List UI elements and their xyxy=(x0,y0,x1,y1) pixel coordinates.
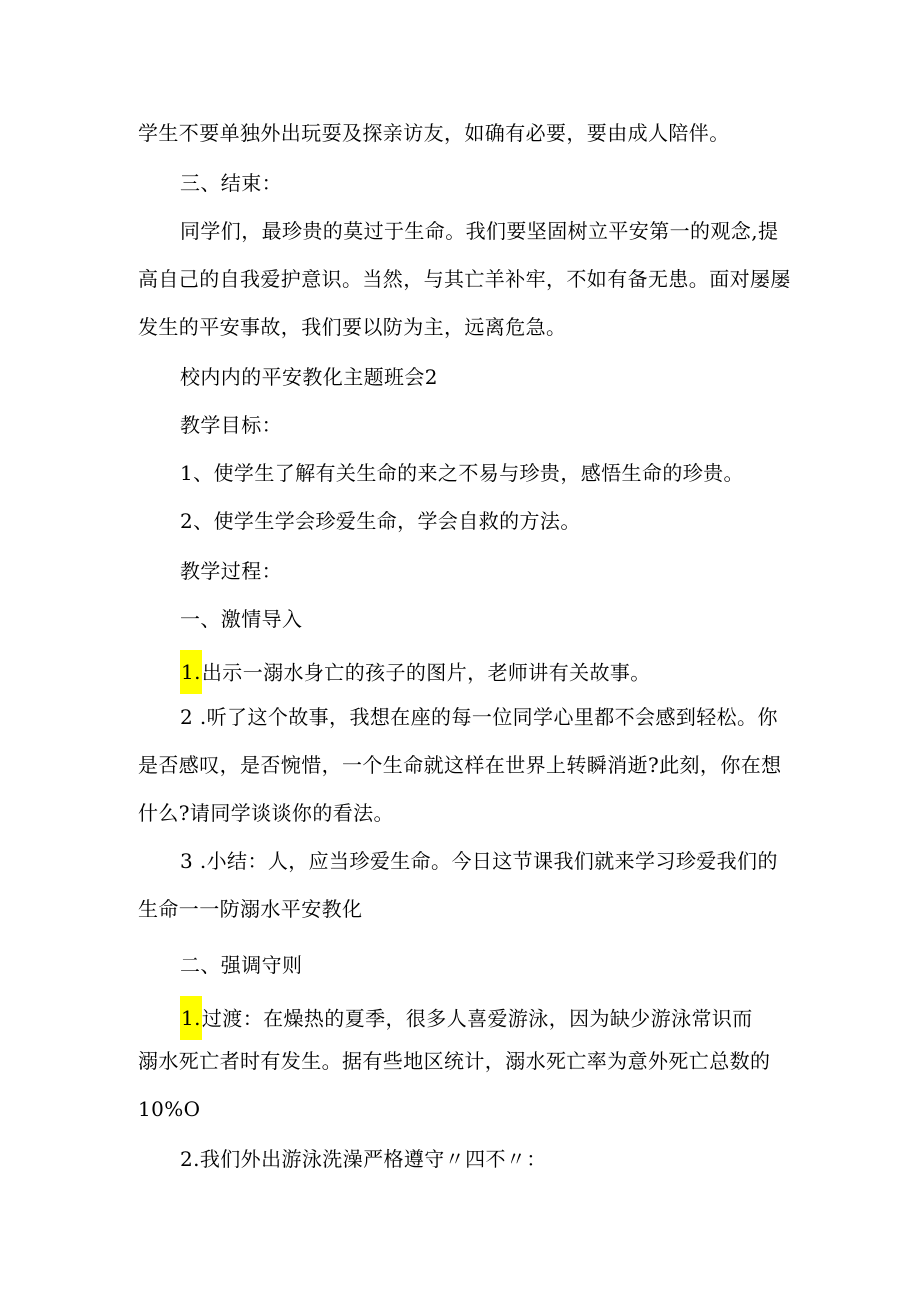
paragraph-line: 生命一一防溺水平安教化 xyxy=(138,897,363,921)
paragraph-line: 10%O xyxy=(138,1097,201,1121)
section-heading-end: 三、结束： xyxy=(180,171,282,195)
rules-step-1-text: 过渡：在燥热的夏季，很多人喜爱游泳，因为缺少游泳常识而 xyxy=(201,1006,753,1031)
paragraph-line: 是否感叹，是否惋惜，一个生命就这样在世界上转瞬消逝?此刻，你在想 xyxy=(138,753,782,777)
section-heading-rules: 二、强调守则 xyxy=(180,953,303,977)
intro-step-2: 2 .听了这个故事，我想在座的每一位同学心里都不会感到轻松。你 xyxy=(180,705,778,729)
paragraph-line: 发生的平安事故，我们要以防为主，远离危急。 xyxy=(138,315,567,339)
section-heading-intro: 一、激情导入 xyxy=(180,607,303,631)
goal-item-1: 1、使学生了解有关生命的来之不易与珍贵，感悟生命的珍贵。 xyxy=(180,461,744,485)
intro-step-3: 3 .小结：人，应当珍爱生命。今日这节课我们就来学习珍爱我们的 xyxy=(180,849,778,873)
rules-step-2: 2.我们外出游泳洗澡严格遵守〃四不〃： xyxy=(180,1147,547,1171)
paragraph-line: 同学们，最珍贵的莫过于生命。我们要坚固树立平安第一的观念,提 xyxy=(180,219,779,243)
paragraph-line: 溺水死亡者时有发生。据有些地区统计，溺水死亡率为意外死亡总数的 xyxy=(138,1049,771,1073)
section-heading-goals: 教学目标： xyxy=(180,413,282,437)
intro-step-1 xyxy=(180,652,651,696)
intro-step-1-text: 出示一溺水身亡的孩子的图片，老师讲有关故事。 xyxy=(201,660,651,685)
document-title: 校内内的平安教化主题班会2 xyxy=(180,365,438,389)
paragraph-line: 学生不要单独外出玩耍及探亲访友，如确有必要，要由成人陪伴。 xyxy=(138,121,730,145)
rules-step-1 xyxy=(180,998,753,1042)
highlighted-marker: 1. xyxy=(180,996,202,1040)
highlighted-marker: 1. xyxy=(180,650,202,694)
paragraph-line: 什么?请同学谈谈你的看法。 xyxy=(138,801,394,825)
section-heading-process: 教学过程： xyxy=(180,559,282,583)
goal-item-2: 2、使学生学会珍爱生命，学会自救的方法。 xyxy=(180,509,581,533)
paragraph-line: 高自己的自我爱护意识。当然，与其亡羊补牢，不如有备无患。面对屡屡 xyxy=(138,267,791,291)
